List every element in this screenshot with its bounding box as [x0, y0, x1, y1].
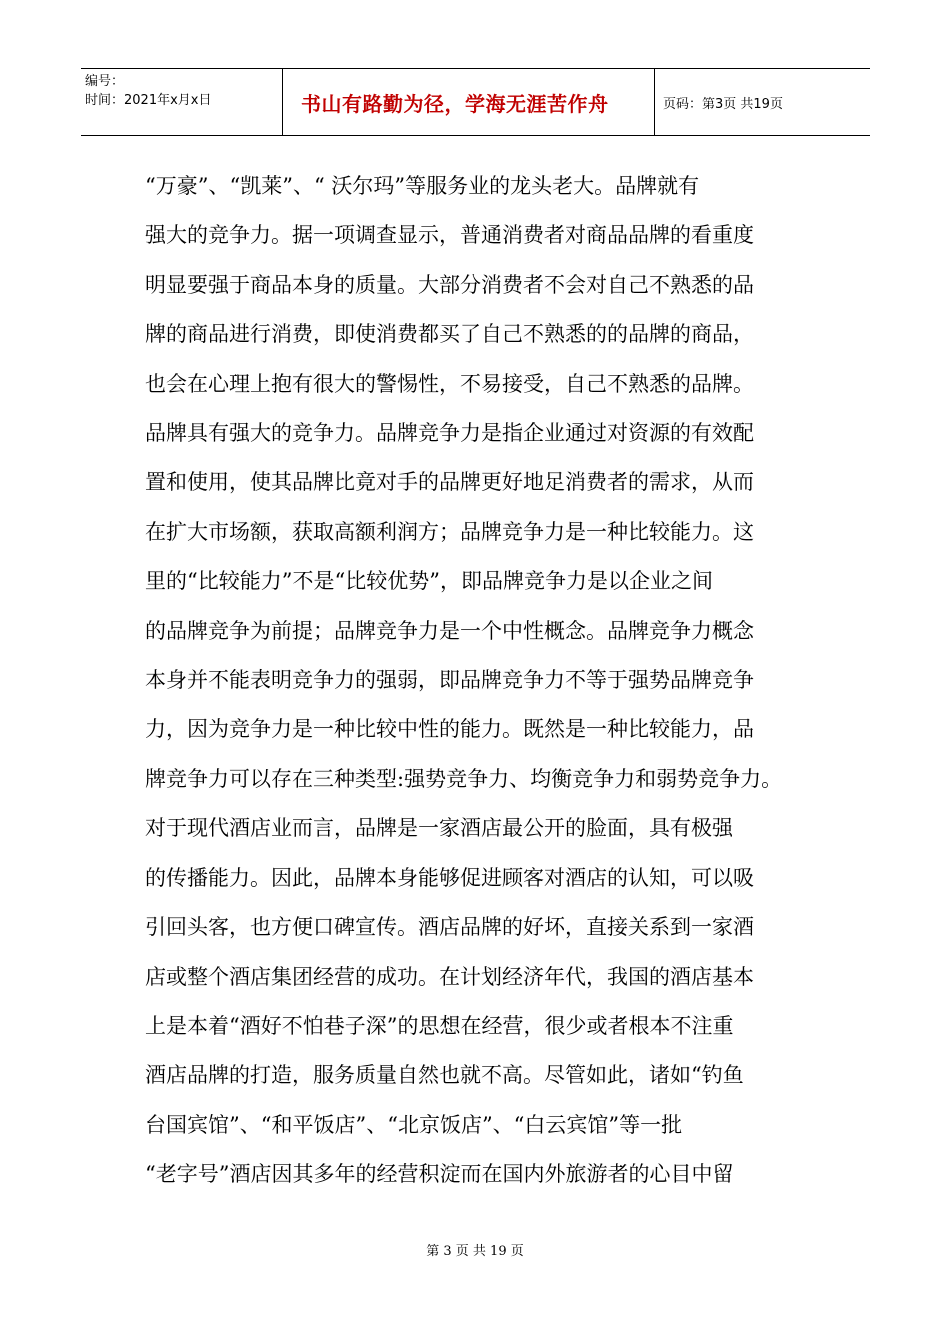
body-line: 对于现代酒店业而言，品牌是一家酒店最公开的脸面，具有极强 [145, 816, 733, 841]
body-line: 牌竞争力可以存在三种类型:强势竞争力、均衡竞争力和弱势竞争力。 [145, 766, 783, 791]
body-line: 里的“比较能力”不是“比较优势”，即品牌竞争力是以企业之间 [145, 569, 713, 594]
page-footer: 第 3 页 共 19 页 [426, 1244, 524, 1259]
body-line: 品牌具有强大的竞争力。品牌竞争力是指企业通过对资源的有效配 [145, 421, 754, 446]
body-line: 台国宾馆”、“和平饭店”、“北京饭店”、“白云宾馆”等一批 [145, 1112, 683, 1137]
body-line: 置和使用，使其品牌比竟对手的品牌更好地足消费者的需求，从而 [145, 470, 754, 495]
body-line: 的传播能力。因此，品牌本身能够促进顾客对酒店的认知，可以吸 [145, 865, 754, 890]
header-motto: 书山有路勤为径，学海无涯苦作舟 [283, 69, 655, 135]
document-time: 时间：2021年x月x日 [85, 93, 212, 108]
body-line: 力，因为竞争力是一种比较中性的能力。既然是一种比较能力，品 [145, 717, 754, 742]
body-line: 酒店品牌的打造，服务质量自然也就不高。尽管如此，诸如“钓鱼 [145, 1063, 744, 1088]
header-meta [81, 69, 283, 135]
body-line: 强大的竞争力。据一项调查显示，普通消费者对商品品牌的看重度 [145, 223, 754, 248]
page-header [81, 68, 870, 136]
header-page-info: 页码：第3页 共19页 [663, 96, 783, 112]
body-line: “万豪”、“凯莱”、“ 沃尔玛”等服务业的龙头老大。品牌就有 [145, 174, 700, 198]
body-line: 也会在心理上抱有很大的警惕性，不易接受，自己不熟悉的品牌。 [145, 371, 754, 396]
body-line: 的品牌竞争为前提；品牌竞争力是一个中性概念。品牌竞争力概念 [145, 618, 754, 643]
document-number-label: 编号： [85, 74, 125, 89]
body-line: 明显要强于商品本身的质量。大部分消费者不会对自己不熟悉的品 [145, 272, 754, 297]
body-line: 在扩大市场额，获取高额利润方；品牌竞争力是一种比较能力。这 [145, 519, 754, 544]
body-line: 上是本着“酒好不怕巷子深”的思想在经营，很少或者根本不注重 [145, 1013, 734, 1038]
body-line: 牌的商品进行消费，即使消费都买了自己不熟悉的的品牌的商品， [145, 322, 754, 347]
body-line: 本身并不能表明竞争力的强弱，即品牌竞争力不等于强势品牌竞争 [145, 668, 754, 693]
body-line: “老字号”酒店因其多年的经营积淀而在国内外旅游者的心目中留 [145, 1162, 734, 1187]
body-line: 店或整个酒店集团经营的成功。在计划经济年代，我国的酒店基本 [145, 964, 754, 989]
body-line: 引回头客，也方便口碑宣传。酒店品牌的好坏，直接关系到一家酒 [145, 915, 754, 940]
document-body [145, 162, 810, 1200]
